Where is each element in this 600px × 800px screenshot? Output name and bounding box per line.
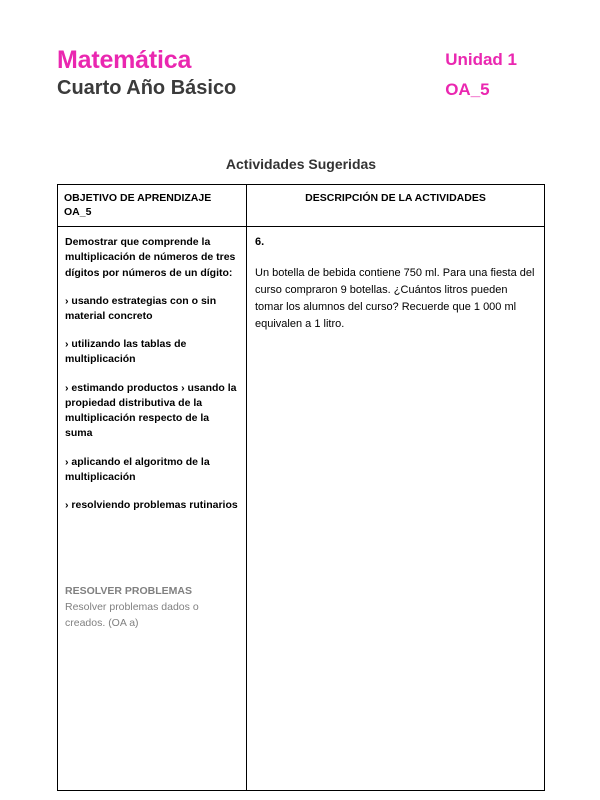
objective-lead-text: Demostrar que comprende la multiplicación de números de tres dígitos por números de un dígito: [65,236,236,279]
objective-item: › resolviendo problemas rutinarios [65,498,238,511]
objective-item: › usando estrategias con o sin material concreto [65,294,217,322]
objective-item: › aplicando el algoritmo de la multiplicación [65,455,210,483]
resolver-problemas-text: Resolver problemas dados o creados. (OA a) [65,601,199,629]
header-left-group [57,46,236,100]
header-right-group [445,46,545,101]
objective-spacer [65,526,238,584]
objective-item: › estimando productos › usando la propiedad distributiva de la multiplicación respecto de la suma [65,381,237,440]
resolver-problemas-title: RESOLVER PROBLEMAS [65,585,192,598]
column-header-description: DESCRIPCIÓN DE LA ACTIVIDADES [247,184,545,226]
table-row [58,227,545,791]
grade-subtitle: Cuarto Año Básico [57,77,237,99]
column-header-objective: OBJETIVO DE APRENDIZAJE OA_5 [58,184,247,226]
table-header-row [58,184,545,226]
section-title: Actividades Sugeridas [225,155,377,172]
objective-cell [58,227,247,791]
activities-table [57,184,545,791]
activity-text: Un botella de bebida contiene 750 ml. Para una fiesta del curso compraron 9 botellas. ¿Cuántos litros pueden tomar los alumnos del curso? Recuerde que 1 000 ml equivalen a 1 litro. [255,266,535,330]
activity-number: 6. [255,236,265,249]
objective-item: › utilizando las tablas de multiplicación [65,338,187,366]
description-cell [247,227,545,791]
subject-title: Matemática [57,46,192,74]
document-header [57,46,545,101]
unit-label: Unidad 1 [445,50,517,69]
oa-code-label: OA_5 [445,80,490,100]
